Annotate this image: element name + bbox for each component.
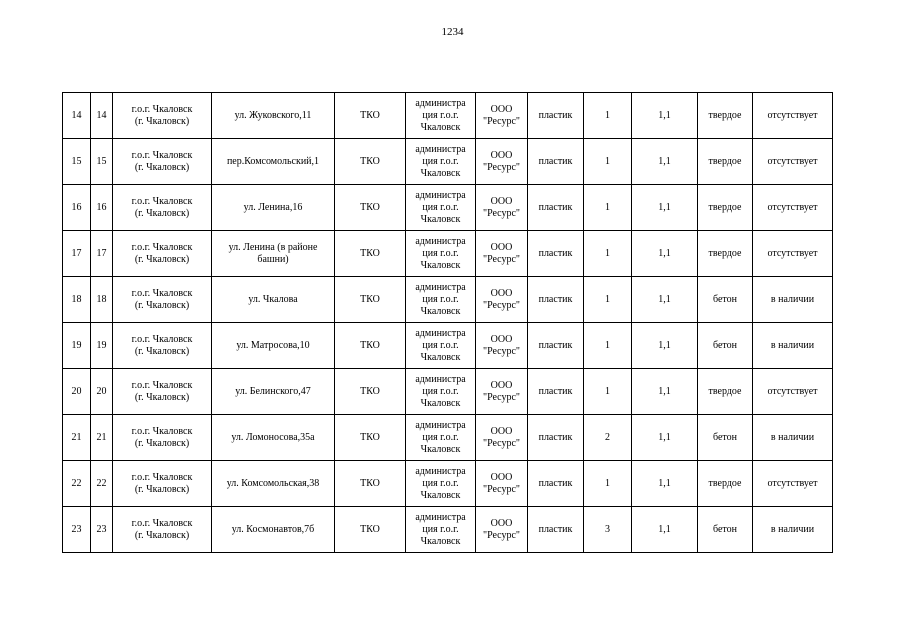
container-material-cell: пластик — [528, 323, 584, 369]
owner-cell: администра ция г.о.г. Чкаловск — [406, 93, 476, 139]
municipality-cell: г.о.г. Чкаловск (г. Чкаловск) — [113, 461, 212, 507]
container-count-cell: 1 — [584, 139, 632, 185]
waste-type-cell: ТКО — [335, 93, 406, 139]
table-row — [63, 415, 833, 461]
container-material-cell: пластик — [528, 461, 584, 507]
table-row — [63, 461, 833, 507]
surface-type-cell: твердое — [698, 369, 753, 415]
container-material-cell: пластик — [528, 277, 584, 323]
address-cell: ул. Ломоносова,35а — [212, 415, 335, 461]
surface-type-cell: твердое — [698, 461, 753, 507]
operator-cell: ООО "Ресурс" — [476, 323, 528, 369]
container-volume-cell: 1,1 — [632, 277, 698, 323]
waste-type-cell: ТКО — [335, 277, 406, 323]
row-number-cell: 23 — [63, 507, 91, 553]
surface-type-cell: твердое — [698, 185, 753, 231]
row-number-cell: 17 — [63, 231, 91, 277]
container-count-cell: 1 — [584, 185, 632, 231]
waste-type-cell: ТКО — [335, 369, 406, 415]
fence-cell: в наличии — [753, 415, 833, 461]
fence-cell: в наличии — [753, 507, 833, 553]
owner-cell: администра ция г.о.г. Чкаловск — [406, 507, 476, 553]
row-number-cell: 19 — [63, 323, 91, 369]
registry-number-cell: 15 — [91, 139, 113, 185]
container-count-cell: 1 — [584, 369, 632, 415]
row-number-cell: 15 — [63, 139, 91, 185]
table-body — [63, 93, 833, 553]
waste-type-cell: ТКО — [335, 415, 406, 461]
container-count-cell: 1 — [584, 93, 632, 139]
operator-cell: ООО "Ресурс" — [476, 461, 528, 507]
registry-number-cell: 23 — [91, 507, 113, 553]
waste-type-cell: ТКО — [335, 231, 406, 277]
fence-cell: отсутствует — [753, 185, 833, 231]
surface-type-cell: бетон — [698, 507, 753, 553]
surface-type-cell: твердое — [698, 139, 753, 185]
owner-cell: администра ция г.о.г. Чкаловск — [406, 461, 476, 507]
container-material-cell: пластик — [528, 415, 584, 461]
municipality-cell: г.о.г. Чкаловск (г. Чкаловск) — [113, 231, 212, 277]
operator-cell: ООО "Ресурс" — [476, 277, 528, 323]
owner-cell: администра ция г.о.г. Чкаловск — [406, 139, 476, 185]
table-row — [63, 185, 833, 231]
address-cell: пер.Комсомольский,1 — [212, 139, 335, 185]
table-row — [63, 323, 833, 369]
surface-type-cell: бетон — [698, 277, 753, 323]
container-material-cell: пластик — [528, 139, 584, 185]
owner-cell: администра ция г.о.г. Чкаловск — [406, 277, 476, 323]
operator-cell: ООО "Ресурс" — [476, 415, 528, 461]
container-material-cell: пластик — [528, 185, 584, 231]
container-volume-cell: 1,1 — [632, 415, 698, 461]
table-row — [63, 369, 833, 415]
operator-cell: ООО "Ресурс" — [476, 231, 528, 277]
municipality-cell: г.о.г. Чкаловск (г. Чкаловск) — [113, 139, 212, 185]
fence-cell: отсутствует — [753, 461, 833, 507]
fence-cell: в наличии — [753, 323, 833, 369]
table-row — [63, 507, 833, 553]
container-material-cell: пластик — [528, 369, 584, 415]
container-count-cell: 1 — [584, 323, 632, 369]
address-cell: ул. Белинского,47 — [212, 369, 335, 415]
owner-cell: администра ция г.о.г. Чкаловск — [406, 185, 476, 231]
municipality-cell: г.о.г. Чкаловск (г. Чкаловск) — [113, 277, 212, 323]
municipality-cell: г.о.г. Чкаловск (г. Чкаловск) — [113, 369, 212, 415]
row-number-cell: 14 — [63, 93, 91, 139]
registry-number-cell: 20 — [91, 369, 113, 415]
row-number-cell: 18 — [63, 277, 91, 323]
container-volume-cell: 1,1 — [632, 369, 698, 415]
owner-cell: администра ция г.о.г. Чкаловск — [406, 415, 476, 461]
table-row — [63, 139, 833, 185]
container-count-cell: 1 — [584, 461, 632, 507]
table-row — [63, 231, 833, 277]
container-volume-cell: 1,1 — [632, 231, 698, 277]
address-cell: ул. Чкалова — [212, 277, 335, 323]
municipality-cell: г.о.г. Чкаловск (г. Чкаловск) — [113, 93, 212, 139]
row-number-cell: 22 — [63, 461, 91, 507]
container-count-cell: 3 — [584, 507, 632, 553]
container-volume-cell: 1,1 — [632, 93, 698, 139]
page-number: 1234 — [441, 26, 464, 38]
address-cell: ул. Матросова,10 — [212, 323, 335, 369]
operator-cell: ООО "Ресурс" — [476, 369, 528, 415]
municipality-cell: г.о.г. Чкаловск (г. Чкаловск) — [113, 323, 212, 369]
table-row — [63, 277, 833, 323]
municipality-cell: г.о.г. Чкаловск (г. Чкаловск) — [113, 185, 212, 231]
container-sites-table — [62, 92, 833, 553]
registry-number-cell: 17 — [91, 231, 113, 277]
operator-cell: ООО "Ресурс" — [476, 93, 528, 139]
surface-type-cell: бетон — [698, 415, 753, 461]
municipality-cell: г.о.г. Чкаловск (г. Чкаловск) — [113, 415, 212, 461]
fence-cell: отсутствует — [753, 369, 833, 415]
waste-type-cell: ТКО — [335, 185, 406, 231]
row-number-cell: 16 — [63, 185, 91, 231]
container-volume-cell: 1,1 — [632, 461, 698, 507]
container-volume-cell: 1,1 — [632, 139, 698, 185]
surface-type-cell: бетон — [698, 323, 753, 369]
address-cell: ул. Ленина (в районе башни) — [212, 231, 335, 277]
fence-cell: отсутствует — [753, 93, 833, 139]
container-material-cell: пластик — [528, 507, 584, 553]
surface-type-cell: твердое — [698, 231, 753, 277]
operator-cell: ООО "Ресурс" — [476, 139, 528, 185]
container-volume-cell: 1,1 — [632, 507, 698, 553]
registry-number-cell: 16 — [91, 185, 113, 231]
waste-type-cell: ТКО — [335, 507, 406, 553]
container-count-cell: 1 — [584, 231, 632, 277]
fence-cell: отсутствует — [753, 139, 833, 185]
waste-type-cell: ТКО — [335, 139, 406, 185]
waste-type-cell: ТКО — [335, 461, 406, 507]
municipality-cell: г.о.г. Чкаловск (г. Чкаловск) — [113, 507, 212, 553]
operator-cell: ООО "Ресурс" — [476, 507, 528, 553]
table-row — [63, 93, 833, 139]
address-cell: ул. Космонавтов,7б — [212, 507, 335, 553]
container-volume-cell: 1,1 — [632, 185, 698, 231]
registry-number-cell: 21 — [91, 415, 113, 461]
owner-cell: администра ция г.о.г. Чкаловск — [406, 369, 476, 415]
address-cell: ул. Комсомольская,38 — [212, 461, 335, 507]
owner-cell: администра ция г.о.г. Чкаловск — [406, 323, 476, 369]
fence-cell: отсутствует — [753, 231, 833, 277]
owner-cell: администра ция г.о.г. Чкаловск — [406, 231, 476, 277]
waste-type-cell: ТКО — [335, 323, 406, 369]
container-count-cell: 1 — [584, 277, 632, 323]
row-number-cell: 21 — [63, 415, 91, 461]
address-cell: ул. Ленина,16 — [212, 185, 335, 231]
container-material-cell: пластик — [528, 93, 584, 139]
operator-cell: ООО "Ресурс" — [476, 185, 528, 231]
registry-number-cell: 18 — [91, 277, 113, 323]
address-cell: ул. Жуковского,11 — [212, 93, 335, 139]
fence-cell: в наличии — [753, 277, 833, 323]
registry-number-cell: 14 — [91, 93, 113, 139]
container-material-cell: пластик — [528, 231, 584, 277]
registry-number-cell: 19 — [91, 323, 113, 369]
registry-number-cell: 22 — [91, 461, 113, 507]
row-number-cell: 20 — [63, 369, 91, 415]
surface-type-cell: твердое — [698, 93, 753, 139]
container-volume-cell: 1,1 — [632, 323, 698, 369]
container-count-cell: 2 — [584, 415, 632, 461]
